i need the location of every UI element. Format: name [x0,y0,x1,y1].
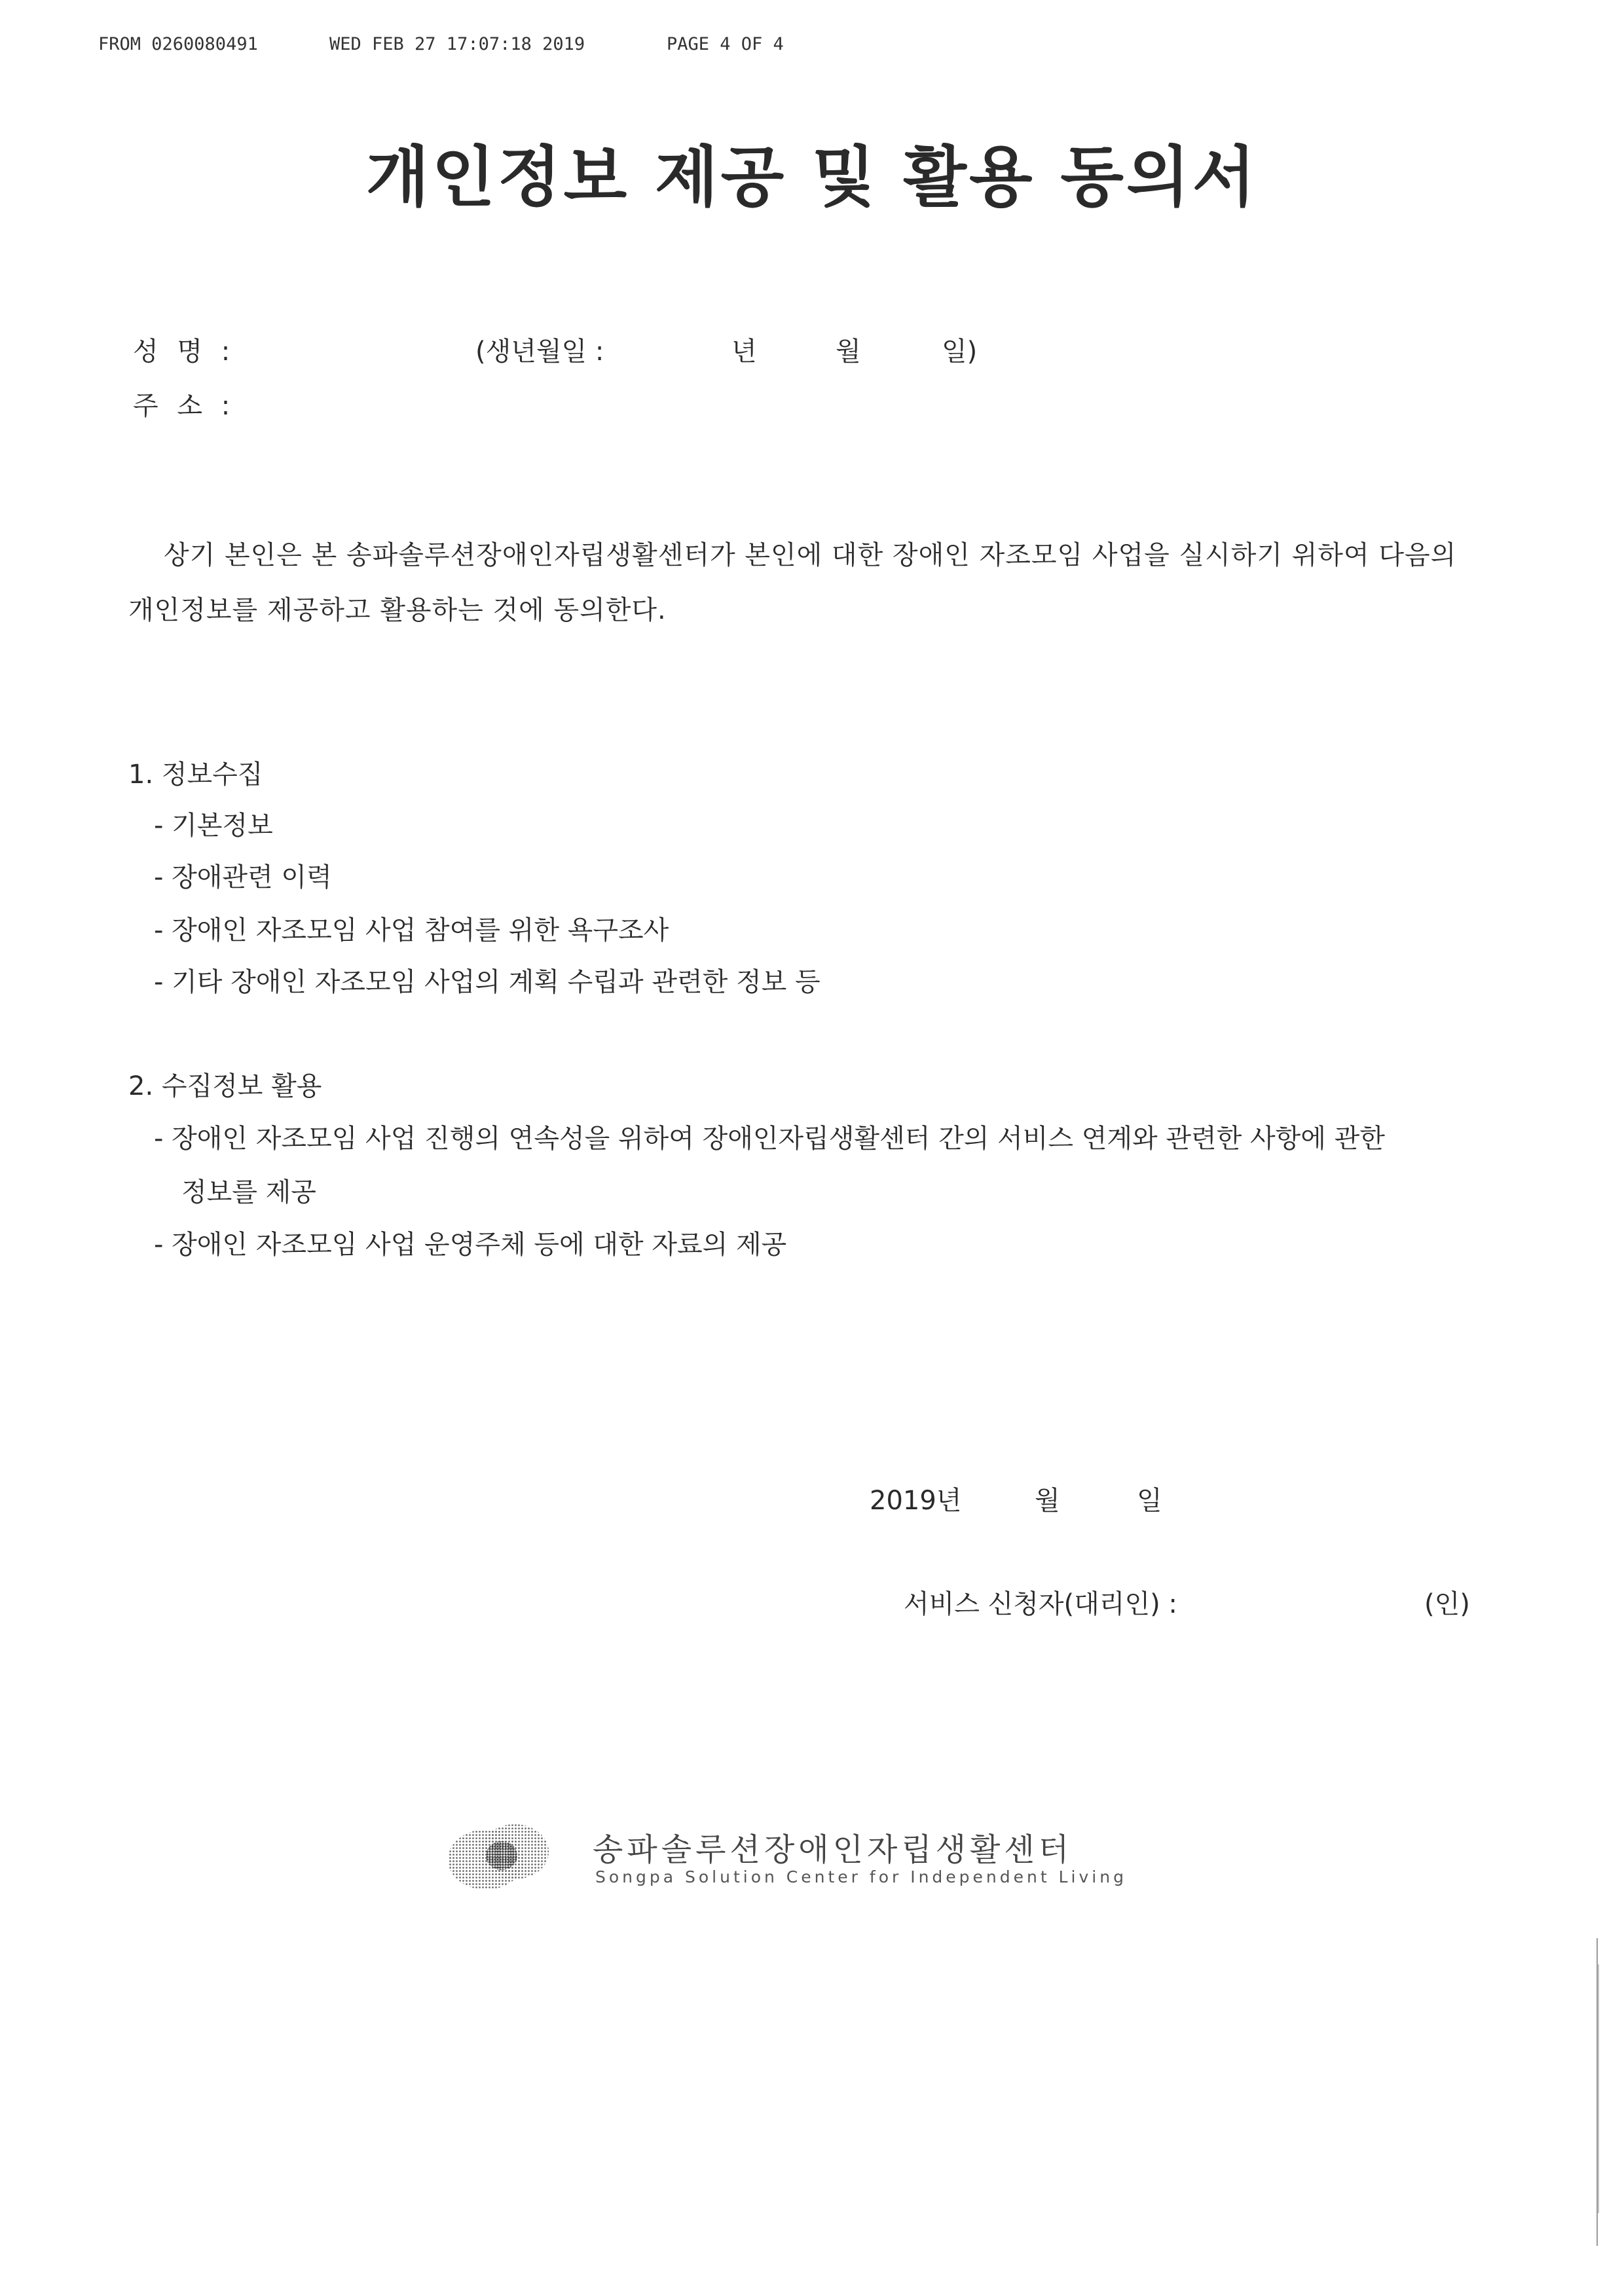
consent-paragraph: 상기 본인은 본 송파솔루션장애인자립생활센터가 본인에 대한 장애인 자조모임 사업을 실시하기 위하여 다음의 개인정보를 제공하고 활용하는 것에 동의한다. [128,540,1457,625]
birth-month-label: 월 [836,337,861,367]
organization-name-korean: 송파솔루션장애인자립생활센터 [593,1831,1073,1868]
list-item: - 장애관련 이력 [154,862,332,892]
section-heading: 2. 수집정보 활용 [128,1071,322,1101]
organization-logo-icon [439,1814,557,1899]
name-label: 성 명 : [133,337,236,367]
signing-day: 일 [1137,1486,1162,1516]
scan-edge-mark [1596,1938,1600,2246]
signing-year: 2019년 [870,1486,962,1516]
seal-mark: (인) [1424,1589,1470,1619]
organization-name-english: Songpa Solution Center for Independent Living [595,1867,1127,1886]
fax-datetime: WED FEB 27 17:07:18 2019 [329,34,585,54]
signing-month: 월 [1035,1486,1060,1516]
address-label: 주 소 : [133,391,236,421]
list-item: - 장애인 자조모임 사업 참여를 위한 욕구조사 [154,915,669,946]
fax-sender: FROM 0260080491 [98,34,258,54]
list-item: - 장애인 자조모임 사업 진행의 연속성을 위하여 장애인자립생활센터 간의 서비스 연계와 관련한 사항에 관한 [154,1124,1385,1154]
document-title: 개인정보 제공 및 활용 동의서 [365,139,1259,215]
applicant-signature-label: 서비스 신청자(대리인) : [904,1589,1177,1619]
fax-page-indicator: PAGE 4 OF 4 [667,34,784,54]
section-heading: 1. 정보수집 [128,760,263,790]
list-item-continuation: 정보를 제공 [181,1177,316,1207]
list-item: - 장애인 자조모임 사업 운영주체 등에 대한 자료의 제공 [154,1230,787,1260]
birth-day-label: 일) [942,337,978,367]
birth-date-label: (생년월일 : [475,337,604,367]
list-item: - 기타 장애인 자조모임 사업의 계획 수립과 관련한 정보 등 [154,967,821,997]
birth-year-label: 년 [731,337,757,367]
list-item: - 기본정보 [154,811,273,841]
